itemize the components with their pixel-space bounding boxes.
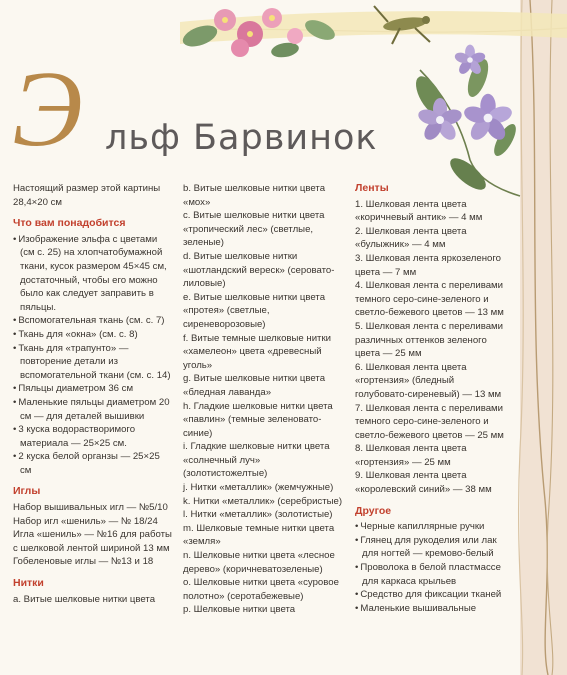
list-item: Игла «шениль» — №16 для работы с шелковой лентой шириной 13 мм	[13, 529, 172, 554]
list-item: h. Гладкие шелковые нитки цвета «павлин» (темные зеленовато-синие)	[183, 400, 333, 439]
list-item: a. Витые шелковые нитки цвета	[13, 593, 156, 605]
list-item: g. Витые шелковые нитки цвета «бледная лаванда»	[183, 373, 326, 398]
list-item: 9. Шелковая лента цвета «королевский синий» — 38 мм	[355, 470, 492, 496]
list-item: m. Шелковые темные нитки цвета «земля»	[183, 522, 335, 548]
list-item: o. Шелковые нитки цвета «суровое полотно» (серотабежевые)	[183, 577, 339, 602]
list-item: • Маленькие пяльцы диаметром 20 см — для деталей вышивки	[13, 396, 173, 423]
list-item: n. Шелковые нитки цвета «лесное дерево» (коричневатозеленые)	[183, 550, 335, 575]
intro-text: Настоящий размер этой картины 28,4×20 см	[13, 183, 161, 208]
list-item: • Средство для фиксации тканей	[355, 588, 505, 602]
materials-heading: Что вам понадобится	[13, 217, 126, 230]
list-item: 2. Шелковая лента цвета «булыжник» — 4 мм	[355, 225, 467, 251]
list-item: 5. Шелковая лента с переливами различных оттенков зеленого цвета — 25 мм	[355, 320, 503, 360]
list-item: k. Нитки «металлик» (серебристые)	[183, 495, 343, 507]
list-item: l. Нитки «металлик» (золотистые)	[183, 509, 333, 521]
needles-heading: Иглы	[13, 485, 41, 498]
list-item: • Пяльцы диаметром 36 см	[13, 382, 173, 396]
list-item: d. Витые шелковые нитки «шотландский вереск» (серовато-лиловые)	[183, 250, 335, 290]
list-item: j. Нитки «металлик» (жемчужные)	[183, 482, 334, 494]
list-item: i. Гладкие шелковые нитки цвета «солнечный луч» (золотистожелтые)	[183, 441, 330, 480]
list-item: • Вспомогательная ткань (см. с. 7)	[13, 314, 173, 328]
list-item: • Маленькие вышивальные	[355, 602, 505, 616]
list-item: • Ткань для «окна» (см. с. 8)	[13, 328, 173, 342]
list-item: Набор игл «шениль» — № 18/24	[13, 515, 158, 527]
column-1	[13, 182, 173, 606]
list-item: 1. Шелковая лента цвета «коричневый антик» — 4 мм	[355, 198, 483, 224]
list-item: c. Витые шелковые нитки цвета «тропический лес» (светлые, зеленые)	[183, 210, 325, 249]
right-paper-strip	[520, 0, 567, 675]
list-item: 6. Шелковая лента цвета «гортензия» (бледный голубовато-сиреневый) — 13 мм	[355, 361, 502, 400]
list-item: Гобеленовые иглы — №13 и 18	[13, 556, 154, 568]
threads-heading: Нитки	[13, 577, 44, 590]
title-initial: Э	[12, 50, 83, 169]
list-item: • Изображение эльфа с цветами (см с. 25) на хлопчатобумажной ткани, кусок размером 45×45 см, достаточный, чтобы его можно было как следует заправить в пяльцы.	[13, 233, 173, 315]
list-item: 8. Шелковая лента цвета «гортензия» — 25 мм	[355, 443, 467, 468]
list-item: f. Витые темные шелковые нитки «хамелеон» цвета «древесный уголь»	[183, 332, 332, 371]
list-item: • Глянец для рукоделия или лак для ногтей — кремово-белый	[355, 534, 505, 561]
ribbons-heading: Ленты	[355, 182, 389, 194]
list-item: 3. Шелковая лента яркозеленого цвета — 7 мм	[355, 252, 501, 278]
column-3	[355, 182, 505, 615]
list-item: • Ткань для «трапунто» — повторение детали из вспомогательной ткани (см. с. 14)	[13, 342, 173, 383]
page-title: льф Барвинок	[105, 118, 378, 158]
list-item: • 3 куска водорастворимого материала — 25×25 см.	[13, 423, 173, 450]
list-item: Набор вышивальных игл — №5/10	[13, 502, 168, 514]
list-item: b. Витые шелковые нитки цвета «мох»	[183, 183, 326, 208]
list-item: 7. Шелковая лента с переливами темного серо-сине-зеленого и светло-бежевого цветов — 25 мм	[355, 402, 504, 441]
column-2	[183, 182, 343, 617]
other-heading: Другое	[355, 504, 392, 517]
list-item: 4. Шелковая лента с переливами темного серо-сине-зеленого и светло-бежевого цветов — 13 мм	[355, 280, 504, 319]
list-item: • Черные капиллярные ручки	[355, 520, 505, 534]
list-item: • Проволока в белой пластмассе для каркаса крыльев	[355, 561, 505, 588]
list-item: p. Шелковые нитки цвета	[183, 604, 296, 616]
periwinkle-flowers-image	[410, 45, 520, 196]
list-item: e. Витые шелковые нитки цвета «протея» (светлые, сиреневорозовые)	[183, 291, 326, 330]
list-item: • 2 куска белой органзы — 25×25 см	[13, 450, 173, 477]
